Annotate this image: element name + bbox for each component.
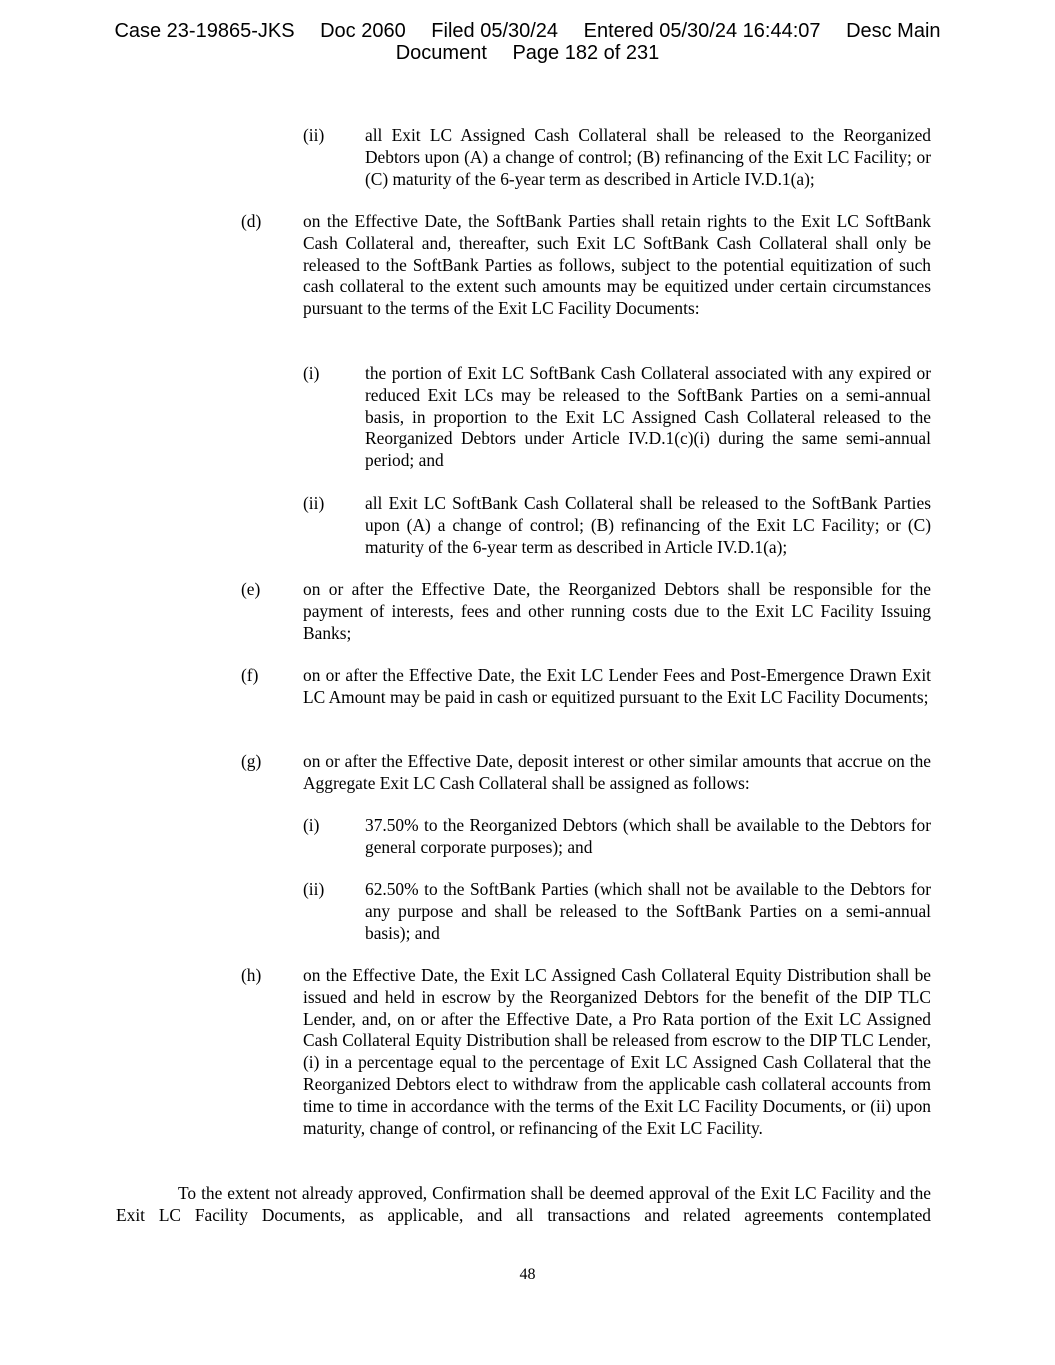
header-line-2 [0, 42, 1055, 64]
clause-text: the portion of Exit LC SoftBank Cash Collateral associated with any expired or reduced Exit LCs may be released to the SoftBank Parties on a semi-annual basis, in proportion to the Exit LC Assigned Cash Collateral released to the Reorganized Debtors under Article IV.D.1(c)(i) during the same semi-annual period; and [365, 363, 931, 471]
doc-number: Doc 2060 [320, 20, 406, 42]
clause-label: (d) [241, 211, 262, 231]
entered-date: Entered 05/30/24 16:44:07 [583, 20, 821, 42]
clause-label: (f) [241, 665, 259, 685]
clause-text: on the Effective Date, the Exit LC Assigned Cash Collateral Equity Distribution shall be issued and held in escrow by the Reorganized Debtors for the benefit of the DIP TLC Lender, and, on or after the Effective Date, a Pro Rata portion of the Exit LC Assigned Cash Collateral Equity Distribution shall be released from escrow to the DIP TLC Lender, (i) in a percentage equal to the percentage of Exit LC Assigned Cash Collateral that the Reorganized Debtors elect to withdraw from the applicable cash collateral accounts from time to time in accordance with the terms of the Exit LC Facility Documents, or (ii) upon maturity, change of control, or refinancing of the Exit LC Facility. [303, 965, 931, 1138]
clause-text: on or after the Effective Date, deposit interest or other similar amounts that accrue on the Aggregate Exit LC Cash Collateral shall be assigned as follows: [303, 751, 931, 793]
page-number: 48 [519, 1266, 536, 1283]
clause-label: (e) [241, 579, 261, 599]
desc-main: Desc Main [846, 20, 941, 42]
clause-label: (i) [303, 815, 320, 835]
clause-text: on or after the Effective Date, the Reorganized Debtors shall be responsible for the payment of interests, fees and other running costs due to the Exit LC Facility Issuing Banks; [303, 579, 931, 643]
filed-date: Filed 05/30/24 [431, 20, 559, 42]
clause-text: all Exit LC SoftBank Cash Collateral shall be released to the SoftBank Parties upon (A) a change of control; (B) refinancing of the Exit LC Facility; or (C) maturity of the 6-year term as described in Article IV.D.1(a); [365, 493, 931, 557]
closing-paragraph: To the extent not already approved, Confirmation shall be deemed approval of the Exit LC Facility and the Exit LC Facility Documents, as applicable, and all transactions and related agreements contemplated [116, 1183, 931, 1225]
clause-label: (i) [303, 363, 320, 383]
page-of-total: Page 182 of 231 [512, 42, 660, 64]
clause-label: (ii) [303, 493, 325, 513]
clause-text: all Exit LC Assigned Cash Collateral shall be released to the Reorganized Debtors upon (A) a change of control; (B) refinancing of the Exit LC Facility; or (C) maturity of the 6-year term as described in Article IV.D.1(a); [365, 125, 931, 189]
clause-text: on the Effective Date, the SoftBank Parties shall retain rights to the Exit LC SoftBank Cash Collateral and, thereafter, such Exit LC SoftBank Cash Collateral shall only be released to the SoftBank Parties as follows, subject to the potential equitization of such cash collateral to the extent such amounts may be equitized under certain circumstances pursuant to the terms of the Exit LC Facility Documents: [303, 211, 931, 319]
header-line-1 [0, 20, 1055, 42]
clause-label: (ii) [303, 125, 325, 145]
document-label: Document [395, 42, 487, 64]
clause-text: 62.50% to the SoftBank Parties (which shall not be available to the Debtors for any purpose and shall be released to the SoftBank Parties on a semi-annual basis); and [365, 879, 931, 943]
clause-label: (h) [241, 965, 262, 985]
clause-label: (g) [241, 751, 262, 771]
clause-label: (ii) [303, 879, 325, 899]
case-number: Case 23-19865-JKS [114, 20, 295, 42]
clause-text: on or after the Effective Date, the Exit LC Lender Fees and Post-Emergence Drawn Exit LC Amount may be paid in cash or equitized pursuant to the Exit LC Facility Documents; [303, 665, 931, 707]
court-filing-header [0, 20, 1055, 64]
clause-text: 37.50% to the Reorganized Debtors (which shall be available to the Debtors for general corporate purposes); and [365, 815, 931, 857]
